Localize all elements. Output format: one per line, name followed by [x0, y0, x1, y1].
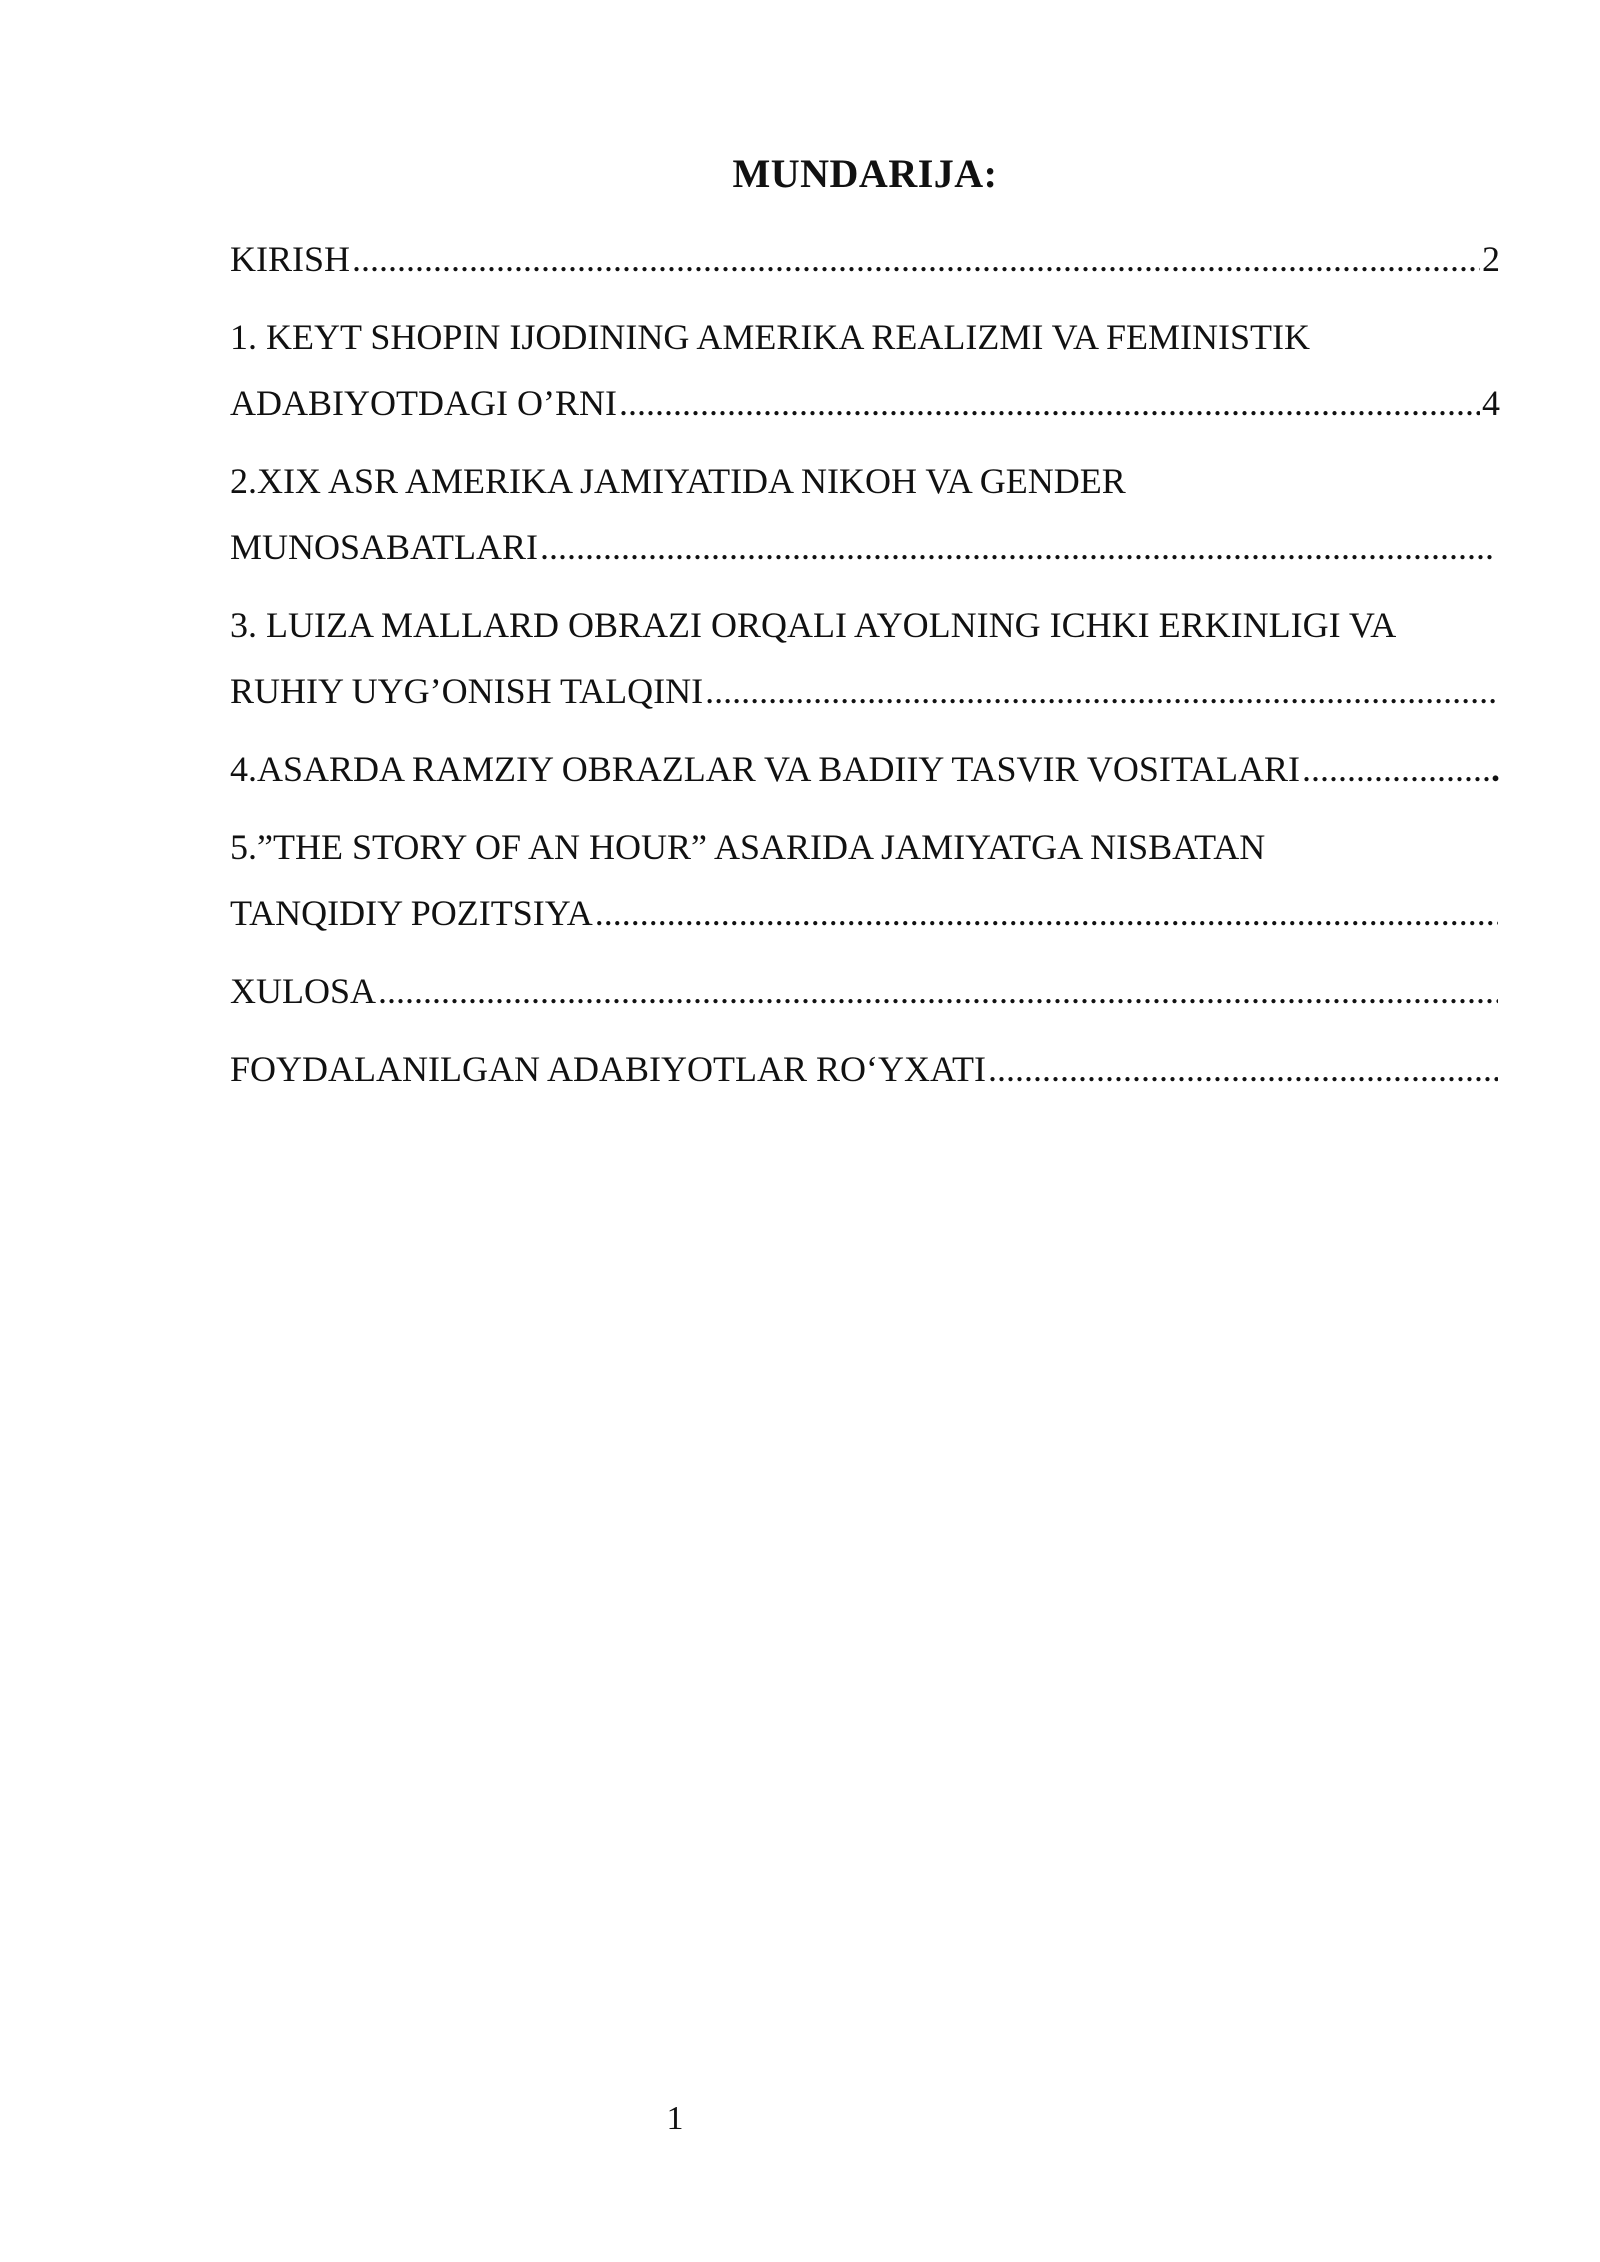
toc-entry-line [230, 592, 1500, 658]
page-number: 1 [666, 2100, 684, 2137]
toc-entry-text: XULOSA [230, 971, 377, 1011]
toc-entry-line [230, 448, 1500, 514]
toc-entry-text: ADABIYOTDAGI O’RNI [230, 383, 617, 423]
table-of-contents [230, 226, 1500, 1114]
toc-entry-text: 5.”THE STORY OF AN HOUR” ASARIDA JAMIYATGA NISBATAN [230, 827, 1266, 867]
toc-entry-text: RUHIY UYG’ONISH TALQINI [230, 671, 704, 711]
toc-entry-text: 3. LUIZA MALLARD OBRAZI ORQALI AYOLNING ICHKI ERKINLIGI VA [230, 605, 1397, 645]
toc-entry-line [230, 736, 1500, 802]
toc-entry-references[interactable] [230, 1036, 1500, 1102]
dot-leader [595, 880, 1498, 946]
toc-page-number: 4 [1482, 383, 1500, 423]
toc-entry-text: 2.XIX ASR AMERIKA JAMIYATIDA NIKOH VA GENDER [230, 461, 1126, 501]
toc-entry-kirish[interactable] [230, 226, 1500, 292]
dot-leader [619, 370, 1480, 436]
toc-entry-line [230, 814, 1500, 880]
toc-entry-line [230, 880, 1500, 946]
toc-entry-xulosa[interactable] [230, 958, 1500, 1024]
toc-entry-text: TANQIDIY POZITSIYA [230, 893, 593, 933]
dot-leader [705, 658, 1498, 724]
toc-entry-1[interactable] [230, 304, 1500, 436]
toc-entry-text: MUNOSABATLARI [230, 527, 539, 567]
toc-entry-2[interactable] [230, 448, 1500, 580]
dot-leader [378, 958, 1498, 1024]
dot-leader [352, 226, 1480, 292]
toc-entry-text: 4.ASARDA RAMZIY OBRAZLAR VA BADIIY TASVIR VOSITALARI [230, 749, 1300, 789]
dot-leader [1302, 736, 1489, 802]
toc-entry-line [230, 958, 1500, 1024]
toc-entry-line [230, 1036, 1500, 1102]
toc-entry-line [230, 658, 1500, 724]
toc-entry-line [230, 370, 1500, 436]
toc-entry-line [230, 304, 1500, 370]
toc-page-number: . [1491, 749, 1500, 789]
dot-leader [988, 1036, 1498, 1102]
toc-title: MUNDARIJA: [732, 151, 998, 196]
toc-entry-5[interactable] [230, 814, 1500, 946]
dot-leader [540, 514, 1492, 580]
toc-entry-line [230, 514, 1500, 580]
toc-entry-4[interactable] [230, 736, 1500, 802]
toc-entry-line [230, 226, 1500, 292]
toc-page-number: 2 [1482, 239, 1500, 279]
toc-entry-text: FOYDALANILGAN ADABIYOTLAR RO‘YXATI [230, 1049, 986, 1089]
toc-entry-text: 1. KEYT SHOPIN IJODINING AMERIKA REALIZMI VA FEMINISTIK [230, 317, 1311, 357]
toc-entry-3[interactable] [230, 592, 1500, 724]
toc-entry-text: KIRISH [230, 239, 351, 279]
